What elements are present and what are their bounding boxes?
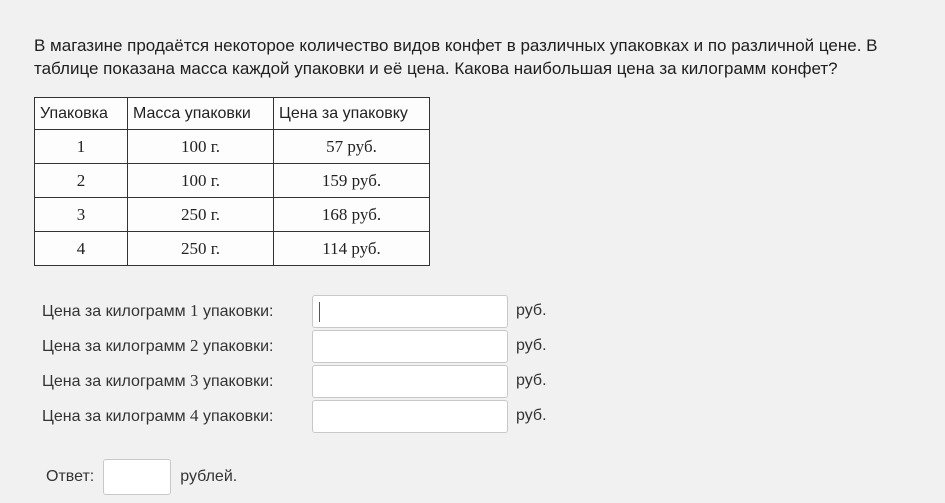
field-label: Цена за килограмм 3 упаковки:: [42, 371, 274, 390]
field-label: Цена за килограмм 1 упаковки:: [42, 301, 274, 320]
package-price: 159 руб.: [274, 164, 430, 198]
package-number: 1: [35, 130, 128, 164]
package-price: 168 руб.: [274, 198, 430, 232]
price-per-kg-row-1: [42, 296, 547, 326]
table-row: [35, 198, 430, 232]
unit-label: руб.: [516, 302, 547, 319]
header-price: Цена за упаковку: [274, 98, 430, 130]
field-label: Цена за килограмм 4 упаковки:: [42, 406, 274, 425]
package-number: 2: [35, 164, 128, 198]
table-row: [35, 164, 430, 198]
table-row: [35, 232, 430, 266]
price-per-kg-input-3[interactable]: [312, 365, 508, 398]
answer-input[interactable]: [103, 459, 171, 495]
package-number: 3: [35, 198, 128, 232]
price-per-kg-row-2: [42, 331, 547, 361]
unit-label: руб.: [516, 337, 547, 354]
question-text: В магазине продаётся некоторое количество видов конфет в различных упаковках и по различной цене. В таблице показана масса каждой упаковки и её цена. Какова наибольшая цена за килограмм конфет?: [34, 36, 878, 78]
package-price: 114 руб.: [274, 232, 430, 266]
package-mass: 100 г.: [128, 130, 274, 164]
price-per-kg-row-3: [42, 366, 547, 396]
package-mass: 100 г.: [128, 164, 274, 198]
header-mass: Масса упаковки: [128, 98, 274, 130]
field-label: Цена за килограмм 2 упаковки:: [42, 336, 274, 355]
package-price: 57 руб.: [274, 130, 430, 164]
price-per-kg-input-1[interactable]: [312, 295, 508, 328]
answer-label: Ответ:: [46, 468, 95, 485]
answer-unit: рублей.: [180, 468, 238, 485]
answer-row: [46, 459, 237, 495]
price-per-kg-input-2[interactable]: [312, 330, 508, 363]
unit-label: руб.: [516, 372, 547, 389]
package-number: 4: [35, 232, 128, 266]
unit-label: руб.: [516, 407, 547, 424]
package-mass: 250 г.: [128, 232, 274, 266]
package-mass: 250 г.: [128, 198, 274, 232]
price-per-kg-row-4: [42, 401, 547, 431]
table-header-row: [35, 98, 430, 130]
price-table: [34, 97, 430, 266]
header-package: Упаковка: [35, 98, 128, 130]
price-per-kg-input-4[interactable]: [312, 400, 508, 433]
table-row: [35, 130, 430, 164]
